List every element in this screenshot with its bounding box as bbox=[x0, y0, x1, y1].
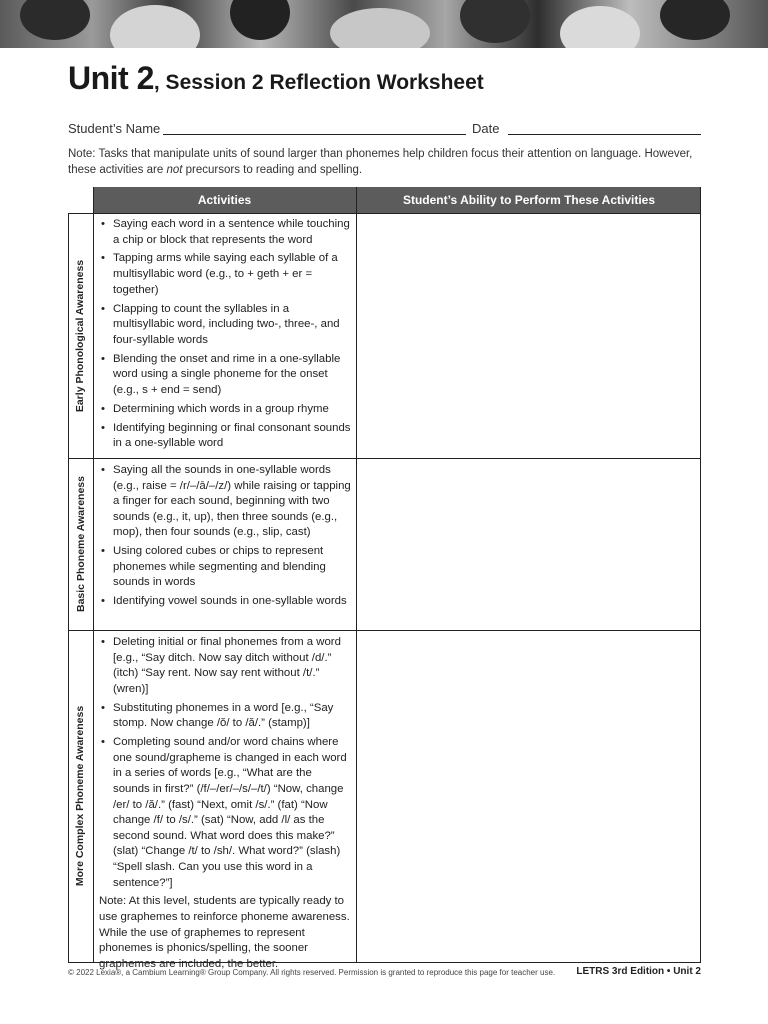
banner-blot bbox=[230, 0, 290, 40]
session-title: , Session 2 Reflection Worksheet bbox=[153, 71, 484, 94]
table-divider-label bbox=[93, 187, 94, 963]
section-label-text: Basic Phoneme Awareness bbox=[74, 476, 87, 612]
table-border-right bbox=[700, 187, 701, 963]
activity-item: • Using colored cubes or chips to represent phonemes while segmenting and blending sounds in words bbox=[99, 544, 351, 591]
ability-response-complex-phoneme[interactable] bbox=[358, 632, 698, 960]
section-label-text: More Complex Phoneme Awareness bbox=[74, 705, 87, 887]
activity-item: • Saying each word in a sentence while touching a chip or block that represents the word bbox=[99, 217, 351, 248]
grapheme-note: Note: At this level, students are typically ready to use graphemes to reinforce phoneme awareness. While the use of graphemes to represent phonemes is phonics/spelling, the sooner graphemes are included, the better. bbox=[99, 895, 350, 970]
section-label-text: Early Phonological Awareness bbox=[74, 259, 87, 412]
banner-blot bbox=[560, 6, 640, 48]
note-text: Note: Tasks that manipulate units of sound larger than phonemes help children focus their attention on language. However, these activities are bbox=[68, 148, 693, 176]
activity-item: • Identifying beginning or final consonant sounds in a one-syllable word bbox=[99, 421, 351, 452]
reflection-table bbox=[68, 187, 701, 970]
student-name-field[interactable] bbox=[163, 134, 466, 135]
unit-title: Unit 2 bbox=[68, 60, 154, 96]
header-ability bbox=[357, 187, 701, 213]
activity-item: • Identifying vowel sounds in one-syllable words bbox=[99, 594, 351, 610]
note-emphasis: not bbox=[166, 164, 183, 176]
section-label-complex-phoneme bbox=[68, 630, 93, 962]
activity-item: • Completing sound and/or word chains where one sound/grapheme is changed in each word in a series of words [e.g., “What are the sounds in first?” (/f/–/er/–/s/–/t/) “Now, change /er/ to /ă/.” (fast) “Next, omit /s/.” (fat) “Now change /f/ to /s/.” (sat) “Now, add /l/ as the second sound. What word does this make?” (slat) “Change /t/ to /sh/. What word?” (slash) “Spell slash. Can you use this word in a sentence?”] bbox=[99, 735, 351, 891]
banner-blot bbox=[460, 0, 530, 43]
table-header-bottom bbox=[68, 213, 701, 214]
table-divider-activities bbox=[356, 187, 357, 963]
ability-response-early-phonological[interactable] bbox=[358, 215, 698, 456]
activity-item: • Saying all the sounds in one-syllable words (e.g., raise = /r/–/ā/–/z/) while raising or tapping a finger for each sound, beginning with two sounds (e.g., it, up), then three sounds (e.g., mop), then four sounds (e.g., slip, cast) bbox=[99, 463, 351, 541]
activity-item: • Blending the onset and rime in a one-syllable word using a single phoneme for the onset (e.g., s + end = send) bbox=[99, 352, 351, 399]
activity-item: • Deleting initial or final phonemes from a word [e.g., “Say ditch. Now say ditch without /d/.” (itch) “Say rent. Now say rent without /t/.” (wren)] bbox=[99, 635, 351, 697]
activity-item: • Clapping to count the syllables in a multisyllabic word, including two-, three-, and four-syllable words bbox=[99, 302, 351, 349]
intro-note bbox=[68, 146, 708, 178]
banner-blot bbox=[660, 0, 730, 40]
activities-basic-phoneme bbox=[99, 463, 351, 613]
edition-label: LETRS 3rd Edition • Unit 2 bbox=[576, 966, 701, 977]
activity-item: • Tapping arms while saying each syllable of a multisyllabic word (e.g., to + geth + er = together) bbox=[99, 251, 351, 298]
section-label-early-phonological bbox=[68, 213, 93, 458]
header-label: Student’s Ability to Perform These Activities bbox=[402, 193, 656, 207]
banner-blot bbox=[110, 5, 200, 48]
activity-item: • Substituting phonemes in a word [e.g., “Say stomp. Now change /ŏ/ to /ă/.” (stamp)] bbox=[99, 701, 351, 732]
activities-early-phonological bbox=[99, 217, 351, 455]
date-field[interactable] bbox=[508, 134, 701, 135]
header-banner-image bbox=[0, 0, 768, 48]
activity-item: • Determining which words in a group rhyme bbox=[99, 402, 351, 418]
student-name-label: Student’s Name bbox=[68, 121, 161, 136]
section-divider bbox=[68, 458, 701, 459]
activities-complex-phoneme bbox=[99, 635, 351, 972]
header-label: Activities bbox=[197, 193, 252, 207]
date-label: Date bbox=[472, 121, 500, 136]
section-label-basic-phoneme bbox=[68, 458, 93, 630]
note-text-end: precursors to reading and spelling. bbox=[182, 164, 363, 176]
copyright-notice: © 2022 Lexia®, a Cambium Learning® Group Company. All rights reserved. Permission is granted to reproduce this page for teacher use. bbox=[68, 968, 556, 977]
banner-blot bbox=[20, 0, 90, 40]
header-activities bbox=[93, 187, 356, 213]
banner-blot bbox=[330, 8, 430, 48]
page-title bbox=[68, 60, 484, 97]
section-divider bbox=[68, 630, 701, 631]
ability-response-basic-phoneme[interactable] bbox=[358, 460, 698, 628]
